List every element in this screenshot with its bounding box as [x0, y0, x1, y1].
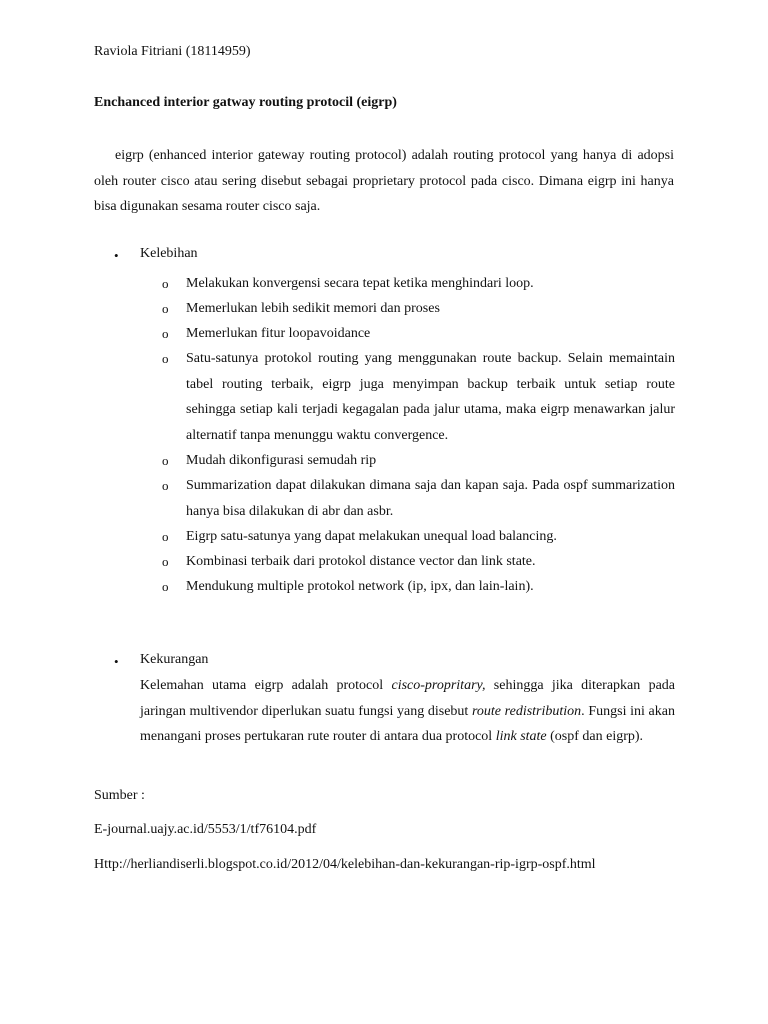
- sub-bullet: o: [162, 478, 169, 493]
- kelebihan-item: [162, 448, 675, 474]
- kelebihan-item: [162, 524, 675, 550]
- source-link: Http://herliandiserli.blogspot.co.id/2012/04/kelebihan-dan-kekurangan-rip-igrp-ospf.html: [94, 857, 596, 872]
- kekurangan-text: (ospf dan eigrp).: [546, 729, 644, 744]
- document-title: Enchanced interior gatway routing protocil (eigrp): [94, 95, 397, 110]
- kekurangan-text: . Fungsi ini akan menangani proses pertukaran rute router di antara dua protocol: [140, 703, 675, 744]
- kekurangan-heading: Kekurangan: [140, 652, 209, 667]
- kelebihan-item: [162, 549, 675, 575]
- kelebihan-item-text: Memerlukan fitur loopavoidance: [186, 326, 371, 341]
- kelebihan-item-text: Summarization dapat dilakukan dimana saja dan kapan saja. Pada ospf summarization hanya bisa dilakukan di abr dan asbr.: [186, 478, 675, 519]
- kekurangan-bullet: •: [114, 654, 119, 669]
- sub-bullet: o: [162, 579, 169, 594]
- kelebihan-item: [162, 321, 675, 347]
- kekurangan-italic-term: link state: [495, 729, 547, 744]
- author-line: Raviola Fitriani (18114959): [94, 44, 251, 59]
- kelebihan-item: [162, 574, 675, 600]
- sub-bullet: o: [162, 554, 169, 569]
- kelebihan-heading: Kelebihan: [140, 246, 198, 261]
- kelebihan-item-text: Mudah dikonfigurasi semudah rip: [186, 453, 377, 468]
- intro-text: eigrp (enhanced interior gateway routing protocol) adalah routing protocol yang hanya di adopsi oleh router cisco atau sering disebut sebagai proprietary protocol pada cisco. Dimana eigrp ini hanya bisa digunakan sesama router cisco saja.: [94, 148, 674, 214]
- kelebihan-item-text: Melakukan konvergensi secara tepat ketika menghindari loop.: [186, 276, 534, 291]
- sources-label: Sumber :: [94, 788, 145, 803]
- source-link: E-journal.uajy.ac.id/5553/1/tf76104.pdf: [94, 822, 317, 837]
- kelebihan-item: [162, 271, 675, 297]
- kelebihan-item-text: Memerlukan lebih sedikit memori dan proses: [186, 301, 440, 316]
- kelebihan-bullet: •: [114, 248, 119, 263]
- kekurangan-paragraph: [140, 673, 675, 750]
- kelebihan-item: [162, 473, 675, 524]
- kekurangan-italic-term: cisco-propritary,: [391, 678, 486, 693]
- sub-bullet: o: [162, 529, 169, 544]
- kelebihan-item-text: Satu-satunya protokol routing yang menggunakan route backup. Selain memaintain tabel routing terbaik, eigrp juga menyimpan backup terbaik untuk setiap route sehingga setiap kali terjadi kegagalan pada jalur utama, maka eigrp menawarkan jalur alternatif tanpa menunggu waktu convergence.: [186, 351, 675, 443]
- sub-bullet: o: [162, 301, 169, 316]
- kelebihan-item: [162, 346, 675, 448]
- sub-bullet: o: [162, 276, 169, 291]
- kekurangan-text: sehingga jika diterapkan pada jaringan multivendor diperlukan suatu fungsi yang disebut: [140, 678, 675, 719]
- sub-bullet: o: [162, 453, 169, 468]
- sub-bullet: o: [162, 326, 169, 341]
- kelebihan-item: [162, 296, 675, 322]
- kelebihan-item-text: Mendukung multiple protokol network (ip, ipx, dan lain-lain).: [186, 579, 534, 594]
- kekurangan-italic-term: route redistribution: [471, 703, 582, 719]
- sub-bullet: o: [162, 351, 169, 366]
- kelebihan-item-text: Eigrp satu-satunya yang dapat melakukan unequal load balancing.: [186, 529, 557, 544]
- intro-paragraph: [94, 143, 674, 220]
- kelebihan-item-text: Kombinasi terbaik dari protokol distance vector dan link state.: [186, 554, 536, 569]
- kekurangan-text: Kelemahan utama eigrp adalah protocol: [140, 678, 392, 693]
